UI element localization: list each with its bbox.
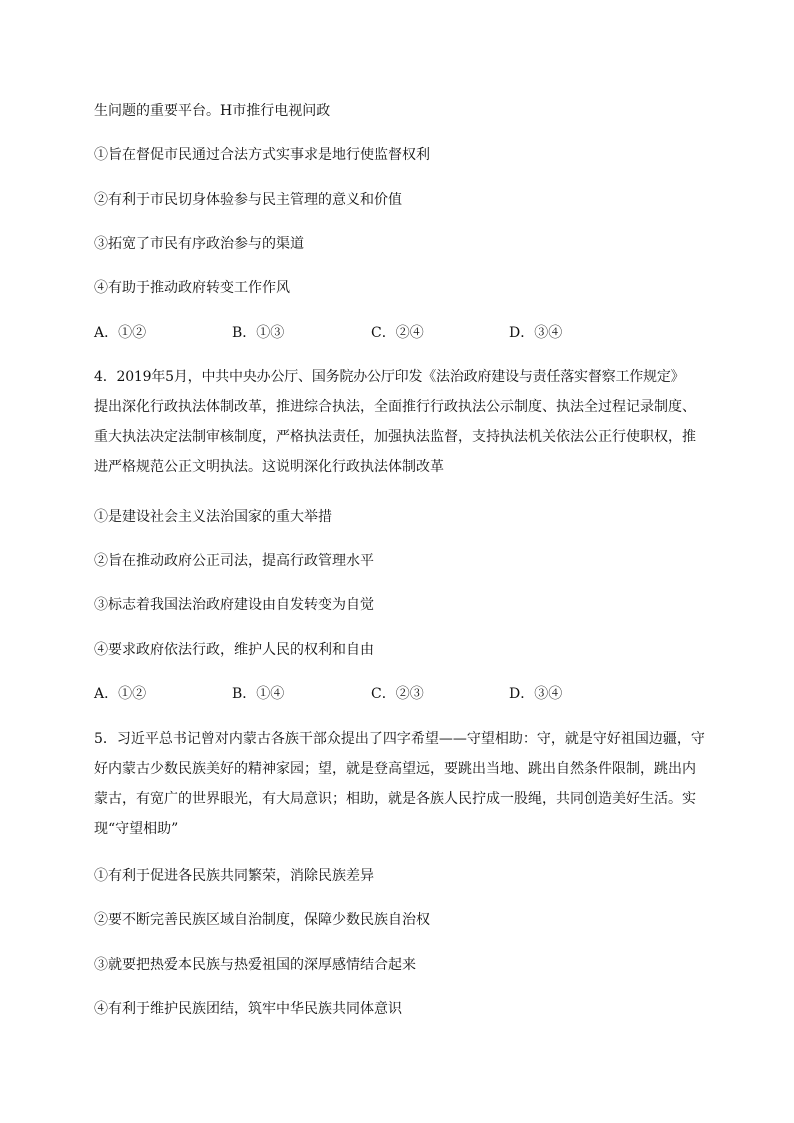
q4-option-c: C．②③ bbox=[371, 686, 424, 702]
q4-stem-line-1: 4．2019年5月，中共中央办公厅、国务院办公厅印发《法治政府建设与责任落实督察工作规定》 bbox=[94, 369, 685, 385]
q4-option-b: B．①④ bbox=[232, 686, 285, 702]
q5-stem-line-4: 现“守望相助” bbox=[94, 821, 179, 837]
q4-option-d: D．③④ bbox=[509, 686, 563, 702]
q3-statement-3: ③拓宽了市民有序政治参与的渠道 bbox=[94, 236, 304, 252]
q3-statement-4: ④有助于推动政府转变工作作风 bbox=[94, 280, 290, 296]
q4-statement-1: ①是建设社会主义法治国家的重大举措 bbox=[94, 509, 332, 525]
q4-statement-3: ③标志着我国法治政府建设由自发转变为自觉 bbox=[94, 597, 374, 613]
q3-statement-1: ①旨在督促市民通过合法方式实事求是地行使监督权利 bbox=[94, 147, 430, 163]
q3-stem-tail: 生问题的重要平台。H市推行电视问政 bbox=[94, 103, 331, 119]
q5-statement-4: ④有利于维护民族团结，筑牢中华民族共同体意识 bbox=[94, 1001, 402, 1017]
q3-option-b: B．①③ bbox=[232, 325, 285, 341]
q4-stem-line-3: 重大执法决定法制审核制度，严格执法责任，加强执法监督，支持执法机关依法公正行使职权，推 bbox=[94, 429, 696, 445]
q3-statement-2: ②有利于市民切身体验参与民主管理的意义和价值 bbox=[94, 192, 402, 208]
q3-option-c: C．②④ bbox=[371, 325, 424, 341]
q3-option-a: A．①② bbox=[94, 325, 147, 341]
q5-stem-line-3: 蒙古，有宽广的世界眼光，有大局意识；相助，就是各族人民拧成一股绳，共同创造美好生活。实 bbox=[94, 791, 696, 807]
q5-stem-line-2: 好内蒙古少数民族美好的精神家园；望，就是登高望远，要跳出当地、跳出自然条件限制，跳出内 bbox=[94, 761, 696, 777]
q5-stem-line-1: 5．习近平总书记曾对内蒙古各族干部众提出了四字希望——守望相助：守，就是守好祖国边疆，守 bbox=[94, 731, 705, 747]
q4-stem-line-4: 进严格规范公正文明执法。这说明深化行政执法体制改革 bbox=[94, 459, 444, 475]
q5-statement-3: ③就要把热爱本民族与热爱祖国的深厚感情结合起来 bbox=[94, 957, 416, 973]
q4-stem-line-2: 提出深化行政执法体制改革，推进综合执法，全面推行行政执法公示制度、执法全过程记录制度、 bbox=[94, 399, 696, 415]
q3-option-d: D．③④ bbox=[509, 325, 563, 341]
q4-statement-2: ②旨在推动政府公正司法，提高行政管理水平 bbox=[94, 553, 374, 569]
q5-statement-1: ①有利于促进各民族共同繁荣，消除民族差异 bbox=[94, 868, 374, 884]
q4-statement-4: ④要求政府依法行政，维护人民的权利和自由 bbox=[94, 642, 374, 658]
q4-option-a: A．①② bbox=[94, 686, 147, 702]
q5-statement-2: ②要不断完善民族区域自治制度，保障少数民族自治权 bbox=[94, 912, 430, 928]
